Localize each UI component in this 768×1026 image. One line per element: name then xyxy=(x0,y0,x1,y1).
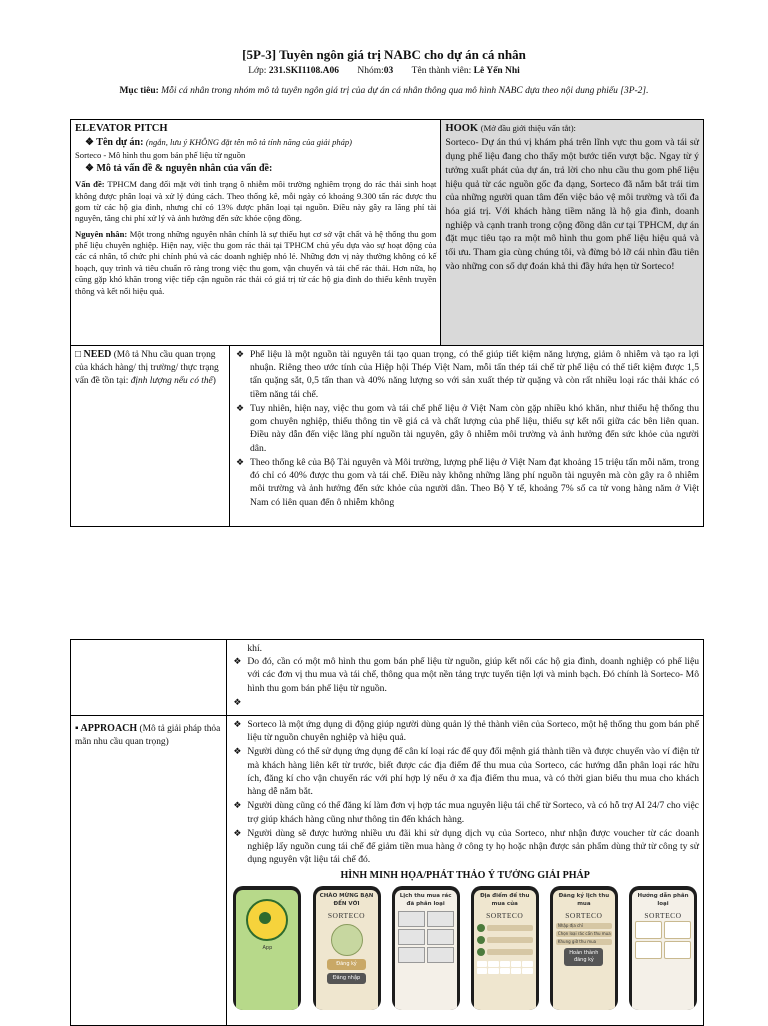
group-value: 03 xyxy=(383,66,394,76)
diamond-bullet-icon: ❖ xyxy=(233,827,242,838)
project-name-note: (ngắn, lưu ý KHÔNG đặt tên mô tả tính năng của giải pháp) xyxy=(145,137,352,148)
app-mockups xyxy=(231,886,699,1010)
problem-text: TPHCM đang đối mặt với tình trạng ô nhiễm môi trường nghiêm trọng do rác thải sinh hoạt không được phân loại và xử lý đúng cách. Theo thống kê, mỗi ngày có khoảng 9.300 tấn rác được thu gom từ các hộ gia đình, nhưng chỉ có 13% được phân loại tại nguồn. Điều này gây ra lãng phí tài nguyên, tăng chi phí xử lý và ảnh hưởng đến sức khỏe cộng đồng. xyxy=(75,179,437,224)
phone-mockup-locations xyxy=(471,886,539,1010)
phone-mockup-register xyxy=(550,886,618,1010)
app-logo-icon xyxy=(246,899,288,941)
location-pin-icon xyxy=(477,936,485,944)
register-title: Đăng ký lịch thu mua xyxy=(558,893,610,907)
keyboard-icon xyxy=(477,961,533,974)
hook-title: HOOK (Mở đầu giới thiệu vấn tắt): xyxy=(445,123,576,134)
locations-title: Địa điểm để thu mua của xyxy=(480,893,530,907)
project-name-value: Sorteco - Mô hình thu gom bán phế liệu từ nguồn xyxy=(75,150,246,161)
goal-line xyxy=(40,86,728,96)
guide-illustration xyxy=(664,921,691,939)
approach-desc: (Mô tả giải pháp thỏa mãn nhu cầu quan trọng) xyxy=(75,724,221,747)
need-bullet: ❖ Theo thống kê của Bộ Tài nguyên và Môi trường, lượng phế liệu ở Việt Nam đạt khoảng 15 triệu tấn mỗi năm, trong đó chỉ có 40% được thu gom và tái chế. Điều này không những lãng phí nguồn tài nguyên mà còn gây ra ô nhiễm môi trường và ảnh hưởng đến sức khỏe của người dân. Theo Bộ Y tế, khoảng 7% số ca tử vong hàng năm ở Việt Nam có liên quan đến ô nhiễm không xyxy=(236,456,699,508)
hook-text: Sorteco- Dự án thú vị khám phá trên lĩnh vực thu gom và tái sử dụng phế liệu đang cho thấy một bước tiến vượt bậc. Ngay từ ý tưởng xuất phát của dự án, trả lời cho nhu cầu thu gom phế liệu hiệu quả từ các nguồn gốc đa dạng, Sorteco đã nắm bắt trái tim của những người quan tâm đến việc bảo vệ môi trường và tối đa hóa giá trị. Với khách hàng tiềm năng là hộ gia đình, doanh nghiệp và cạnh tranh trong cộng đồng dân cư tại TPHCM, dự án đặt mục tiêu tạo ra một mô hình thu gom phế liệu hiệu quả và tối ưu. Tham gia cùng chúng tôi, và đừng bỏ lỡ cái nhìn đầu tiên vào những con số dự đoán khả thi đầy hứa hẹn từ Sorteco! xyxy=(445,137,699,272)
problem-desc-heading: ❖ Mô tả vấn đề & nguyên nhân của vấn đề: xyxy=(85,162,273,174)
member-label: Tên thành viên: xyxy=(411,66,472,76)
location-pin-icon xyxy=(477,948,485,956)
nabc-table-page2 xyxy=(70,639,704,1026)
need-cont-bullet: ❖ Do đó, cần có một mô hình thu gom bán phế liệu từ nguồn, giúp kết nối các hộ gia đình, doanh nghiệp có phế liệu với các đơn vị thu mua và tái chế, thông qua một nền tảng trực tuyến tiện lợi và minh bạch. Đó chính là Sorteco- Mô hình thu gom bán phế liệu từ nguồn. xyxy=(233,656,699,694)
location-pin-icon xyxy=(477,924,485,932)
waste-image xyxy=(427,929,454,945)
problem-paragraph xyxy=(75,179,436,224)
guide-brand: SORTECO xyxy=(644,910,682,920)
splash-caption: App xyxy=(262,945,273,952)
guide-illustration xyxy=(635,921,662,939)
need-cont-lead: khí. xyxy=(247,643,263,654)
goal-label: Mục tiêu: xyxy=(119,86,159,96)
page-title: [5P-3] Tuyên ngôn giá trị NABC cho dự án cá nhân xyxy=(242,47,526,62)
need-cont-label-cell xyxy=(71,640,227,716)
diamond-bullet-icon: ❖ xyxy=(236,456,245,467)
goal-text: Mỗi cá nhân trong nhóm mô tả tuyên ngôn giá trị của dự án cá nhân thông qua mô hình NABC dựa theo nội dung phiếu [3P-2]. xyxy=(161,86,649,96)
need-content-cell xyxy=(230,346,704,526)
waste-image xyxy=(398,911,425,927)
approach-label-cell xyxy=(71,716,227,1026)
guide-illustration xyxy=(635,941,662,959)
need-bullet: ❖ Tuy nhiên, hiện nay, việc thu gom và tái chế phế liệu ở Việt Nam còn gặp nhiều khó khăn, như thiếu hệ thống thu gom chuyên nghiệp, thiếu thông tin về giá cả và chất lượng của phế liệu, thiếu sự kết nối giữa các bên liên quan. Điều này dẫn đến việc lãng phí nguồn tài nguyên, gây ô nhiễm môi trường và ảnh hưởng đến sức khỏe của người dân. xyxy=(236,402,699,454)
hook-cell xyxy=(441,120,704,346)
waste-image xyxy=(427,911,454,927)
diamond-bullet-icon: ❖ xyxy=(233,746,242,757)
diamond-bullet-icon: ❖ xyxy=(236,402,245,413)
register-button: Đăng ký xyxy=(327,959,366,970)
member-value: Lê Yến Nhi xyxy=(473,66,520,76)
approach-icon: ▪ xyxy=(75,723,79,734)
need-desc: (Mô tả Nhu cầu quan trọng của khách hàng/ thị trường/ thực trạng vấn đề tồn tại: xyxy=(75,350,219,386)
phone-mockup-schedule xyxy=(392,886,460,1010)
need-title: NEED xyxy=(83,349,112,360)
address-field: Nhập địa chỉ xyxy=(556,923,612,929)
meta-line xyxy=(0,66,768,76)
elevator-pitch-title: ELEVATOR PITCH xyxy=(75,123,168,134)
diamond-bullet-icon: ❖ xyxy=(233,696,242,707)
approach-bullet: ❖ Sorteco là một ứng dụng di động giúp người dùng quản lý thẻ thành viên của Sorteco, một hệ thống thu gom bán phế liệu từ nguồn chuyên nghiệp và hiệu quả. xyxy=(233,719,699,744)
locations-brand: SORTECO xyxy=(486,910,524,920)
welcome-brand: SORTECO xyxy=(327,910,366,920)
guide-title: Hướng dẫn phân loại xyxy=(637,893,689,907)
complete-register-button: Hoàn thành đăng ký xyxy=(564,948,603,966)
cause-label: Nguyên nhân: xyxy=(75,228,128,239)
diamond-bullet-icon: ❖ xyxy=(233,800,242,811)
approach-bullet: ❖ Người dùng sẽ được hưởng nhiều ưu đãi khi sử dụng dịch vụ của Sorteco, như nhận được voucher từ các doanh nghiệp lấy nguồn cung tái chế để giảm tiền mua hàng ở công ty họ hoặc nhận được sản phẩm dùng thử từ công ty sử dụng nguyên vật liệu tái chế đó. xyxy=(233,827,699,866)
approach-title: APPROACH xyxy=(80,723,138,734)
class-label: Lớp: xyxy=(248,66,267,76)
diamond-bullet-icon: ❖ xyxy=(233,656,242,667)
group-label: Nhóm: xyxy=(357,66,384,76)
login-button: Đăng nhập xyxy=(327,973,366,984)
need-cont-bullet-empty xyxy=(231,696,699,709)
need-bullet: ❖ Phế liệu là một nguồn tài nguyên tái tạo quan trọng, có thể giúp tiết kiệm năng lượng, giảm ô nhiễm và tạo ra lợi nhuận. Riêng theo ước tính của Hiệp hội Thép Việt Nam, mỗi tấn thép tái chế từ phế liệu có thể tiết kiệm được 1,5 tấn quặng sắt, 0,5 tấn than và 40% năng lượng so với sản xuất thép từ quặng và còn rất nhiều loại rác thải khác có tiềm năng tái chế. xyxy=(236,349,699,400)
need-row xyxy=(71,346,704,527)
welcome-illustration-icon xyxy=(331,924,363,956)
phone-mockup-welcome xyxy=(313,886,381,1010)
approach-bullet: ❖ Người dùng có thể sử dụng ứng dụng để cân kí loại rác để quy đổi mệnh giá thành tiền và được chuyển vào ví điện tử mà khách hàng liên kết từ trước, biết được các địa điểm để thu mua của Sorteco, các hướng dẫn phân loại rác hữu ích, đăng kí cho vận chuyển rác với phí hợp lý nếu ở xa địa điểm thu mua, và có thời gian biểu thu mua cho khách hàng dễ nắm bắt. xyxy=(233,746,699,798)
diamond-bullet-icon: ❖ xyxy=(233,719,242,729)
waste-image xyxy=(427,947,454,963)
need-label-cell: □ NEED (Mô tả Nhu cầu quan trọng của khách hàng/ thị trường/ thực trạng vấn đề tồn tại: định lượng nếu có thể) xyxy=(71,346,230,526)
class-value: 231.SKI1108.A06 xyxy=(268,66,340,76)
waste-image xyxy=(398,947,425,963)
waste-type-field: Chọn loại rác cần thu mua xyxy=(557,930,611,936)
phone-mockup-guide xyxy=(629,886,697,1010)
hook-note: (Mở đầu giới thiệu vấn tắt): xyxy=(480,123,576,133)
approach-content-cell xyxy=(227,716,704,1026)
approach-bullet: ❖ Người dùng cũng có thể đăng kí làm đơn vị hợp tác mua nguyên liệu tái chế từ Sorteco, và có hỗ trợ AI 24/7 cho việc trợ giúp khách hàng cũng như thông tin đến khách hàng. xyxy=(233,800,699,825)
need-desc-italic: định lượng nếu có thể xyxy=(130,375,213,386)
guide-illustration xyxy=(664,941,691,959)
diamond-bullet-icon: ❖ xyxy=(236,349,245,359)
waste-image xyxy=(398,929,425,945)
schedule-title: Lịch thu mua rác đã phân loại xyxy=(399,893,452,907)
need-cont-content-cell xyxy=(227,640,704,716)
cause-text: Một trong những nguyên nhân chính là sự thiếu hụt cơ sở vật chất và hệ thống thu gom phế liệu chuyên nghiệp. Hiện nay, việc thu gom rác thải tại TPHCM chủ yếu dựa vào sự hoạt động của các cá nhân, tổ chức phi chính phủ và các doanh nghiệp nhỏ lẻ. Những đơn vị này thường không có kế hoạch, quy trình và tiêu chuẩn rõ ràng trong việc thu gom, vận chuyển và tái chế rác thải. Hơn nữa, họ cũng gặp khó khăn trong việc tiếp cận nguồn rác thải có giá trị từ các hộ gia đình do thiếu kênh truyền thông và kết nối hiệu quả. xyxy=(75,228,437,296)
need-icon: □ xyxy=(75,349,82,360)
nabc-table-page1 xyxy=(70,119,704,527)
cause-paragraph xyxy=(75,229,436,297)
problem-label: Vấn đề: xyxy=(75,179,105,190)
time-slot-field: Khung giờ thu mua xyxy=(556,939,612,945)
elevator-pitch-cell xyxy=(71,120,441,346)
register-brand: SORTECO xyxy=(565,910,603,920)
phone-mockup-splash xyxy=(233,886,301,1010)
welcome-text: CHÀO MỪNG BẠN ĐẾN VỚI xyxy=(319,893,374,907)
project-name-heading: ❖ Tên dự án: (ngắn, lưu ý KHÔNG đặt tên mô tả tính năng của giải pháp) xyxy=(85,137,352,149)
illustration-title: HÌNH MINH HỌA/PHÁT THẢO Ý TƯỞNG GIẢI PHÁP xyxy=(340,869,590,881)
